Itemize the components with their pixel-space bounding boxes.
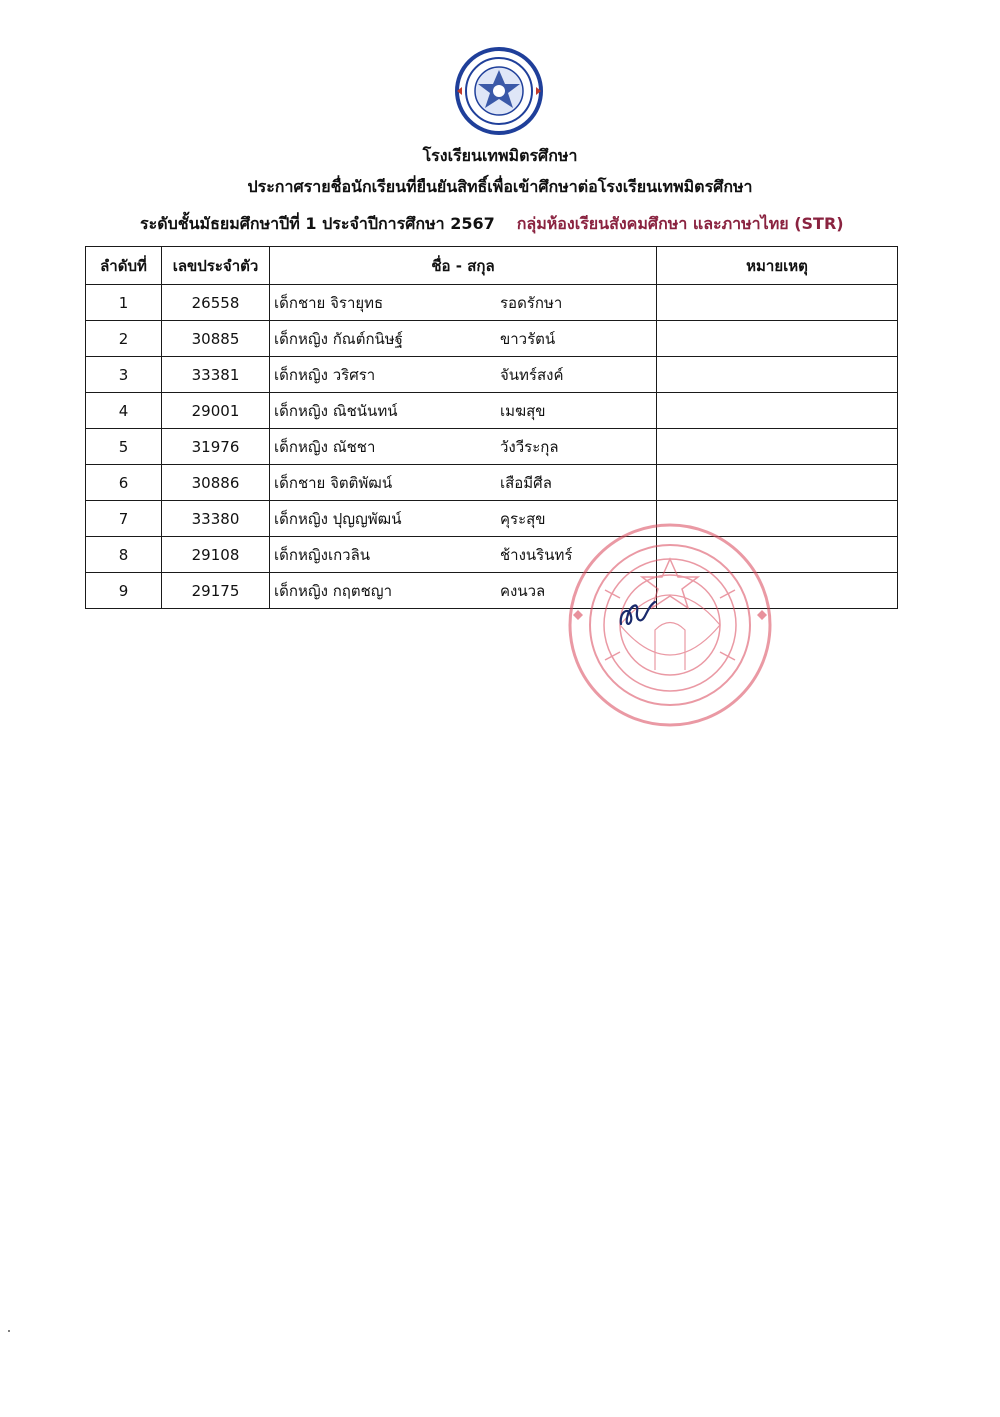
cell-note [657, 393, 898, 429]
cell-full-name [270, 429, 657, 465]
cell-note [657, 285, 898, 321]
cell-no: 2 [86, 321, 162, 357]
cell-student-id: 33380 [162, 501, 270, 537]
surname: จันทร์สงค์ [500, 365, 564, 384]
first-name: เด็กหญิง กัณต์กนิษฐ์ [274, 329, 403, 348]
first-name: เด็กหญิง กฤตชญา [274, 581, 393, 600]
col-header-note: หมายเหตุ [657, 247, 898, 285]
table-row [86, 501, 898, 537]
scan-speck [8, 1330, 10, 1332]
cell-student-id: 29175 [162, 573, 270, 609]
table-row [86, 465, 898, 501]
surname: คุระสุข [500, 509, 546, 528]
table-header-row [86, 247, 898, 285]
cell-student-id: 33381 [162, 357, 270, 393]
first-name: เด็กหญิง ณัชชา [274, 437, 376, 456]
cell-full-name [270, 321, 657, 357]
official-seal-icon [565, 520, 775, 730]
table-row [86, 321, 898, 357]
cell-note [657, 357, 898, 393]
cell-no: 7 [86, 501, 162, 537]
cell-student-id: 31976 [162, 429, 270, 465]
first-name: เด็กหญิง ณิชนันทน์ [274, 401, 398, 420]
cell-full-name [270, 393, 657, 429]
cell-no: 3 [86, 357, 162, 393]
first-name: เด็กชาย จิรายุทธ [274, 293, 384, 312]
signature [615, 598, 659, 632]
cell-note [657, 465, 898, 501]
col-header-name: ชื่อ - สกุล [270, 247, 657, 285]
cell-student-id: 29001 [162, 393, 270, 429]
surname: เสือมีศีล [500, 473, 552, 492]
cell-student-id: 29108 [162, 537, 270, 573]
table-row [86, 429, 898, 465]
cell-note [657, 321, 898, 357]
cell-student-id: 30885 [162, 321, 270, 357]
surname: ขาวรัตน์ [500, 329, 556, 348]
surname: วังวีระกุล [500, 437, 559, 456]
school-emblem-icon [453, 46, 545, 136]
surname: เมฆสุข [500, 401, 546, 420]
cell-full-name [270, 357, 657, 393]
cell-full-name [270, 285, 657, 321]
cell-no: 1 [86, 285, 162, 321]
first-name: เด็กชาย จิตติพัฒน์ [274, 473, 393, 492]
table-row [86, 537, 898, 573]
level-year: ระดับชั้นมัธยมศึกษาปีที่ 1 ประจำปีการศึกษา 2567 [140, 214, 495, 233]
cell-no: 6 [86, 465, 162, 501]
surname: รอดรักษา [500, 293, 563, 312]
table-row [86, 573, 898, 609]
col-header-no: ลำดับที่ [86, 247, 162, 285]
level-line [140, 214, 880, 234]
cell-no: 5 [86, 429, 162, 465]
cell-no: 4 [86, 393, 162, 429]
first-name: เด็กหญิง วริศรา [274, 365, 376, 384]
first-name: เด็กหญิงเกวลิน [274, 545, 371, 564]
cell-no: 8 [86, 537, 162, 573]
cell-no: 9 [86, 573, 162, 609]
cell-full-name [270, 465, 657, 501]
announcement-title: ประกาศรายชื่อนักเรียนที่ยืนยันสิทธิ์เพื่อเข้าศึกษาต่อโรงเรียนเทพมิตรศึกษา [247, 177, 753, 196]
cell-student-id: 30886 [162, 465, 270, 501]
cell-student-id: 26558 [162, 285, 270, 321]
table-row [86, 393, 898, 429]
col-header-id: เลขประจำตัว [162, 247, 270, 285]
cell-note [657, 429, 898, 465]
first-name: เด็กหญิง ปุญญพัฒน์ [274, 509, 402, 528]
surname: คงนวล [500, 581, 546, 600]
table-row [86, 285, 898, 321]
surname: ช้างนรินทร์ [500, 545, 573, 564]
school-name: โรงเรียนเทพมิตรศึกษา [422, 146, 578, 165]
table-row [86, 357, 898, 393]
class-group: กลุ่มห้องเรียนสังคมศึกษา และภาษาไทย (STR) [516, 214, 844, 233]
student-table [85, 246, 898, 609]
